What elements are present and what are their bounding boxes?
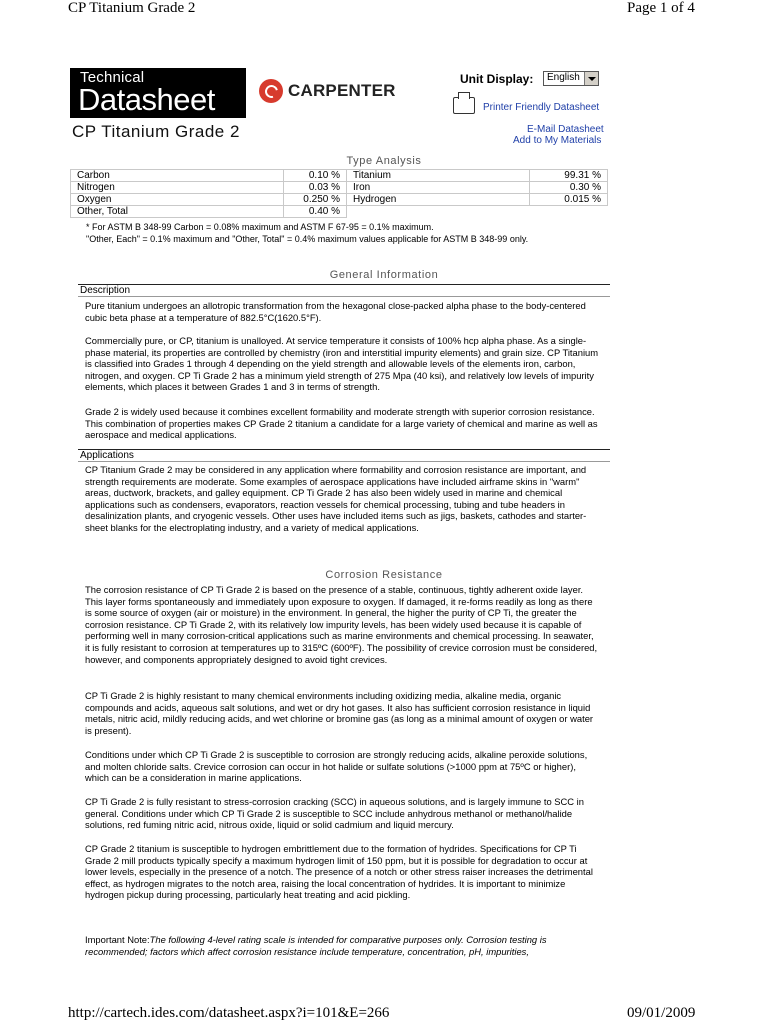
element-name: Nitrogen	[71, 182, 284, 194]
description-para-1: Pure titanium undergoes an allotropic transformation from the hexagonal close-packed alpha phase to the body-centered cubic beta phase at a temperature of 882.5°C(1620.5°F).	[85, 300, 586, 323]
element-value: 99.31 %	[530, 170, 608, 182]
technical-datasheet-logo	[70, 68, 246, 118]
carpenter-logo-icon	[259, 79, 283, 103]
important-note-label: Important Note:	[85, 934, 150, 945]
empty-cell	[530, 206, 608, 218]
print-header-page: Page 1 of 4	[627, 0, 695, 16]
table-row	[71, 206, 608, 218]
corrosion-para-1: The corrosion resistance of CP Ti Grade 2 is based on the presence of a stable, continuous, tightly adherent oxide layer. This layer forms spontaneously and immediately upon exposure to oxygen. If damaged, it re-forms readily as long as there is some source of oxygen (air or moisture) in the environment. In general, the higher the purity of CP Ti, the greater the corrosion resistance. CP Ti Grade 2, with its relatively low impurity levels, has been widely used because it is capable of performing well in many corrosion-critical applications such as marine environments and chemical processing. In seawater, it is fully resistant to corrosion at temperatures up to 315ºC (600ºF). The possibility of crevice corrosion must be considered, however, and components appropriately designed to avoid tight crevices.	[85, 584, 598, 665]
corrosion-para-3: Conditions under which CP Ti Grade 2 is susceptible to corrosion are strongly reducing acids, alkaline peroxide solutions, and molten chloride salts. Crevice corrosion can occur in hot halide or sulfate solutions (>1000 ppm at 75ºC or higher), which can be a consideration in marine applications.	[85, 749, 588, 784]
print-header-title: CP Titanium Grade 2	[68, 0, 196, 16]
print-footer-url: http://cartech.ides.com/datasheet.aspx?i=101&E=266	[68, 1005, 390, 1021]
brand-name: CARPENTER	[288, 81, 396, 100]
table-row	[71, 182, 608, 194]
email-datasheet-link[interactable]: E-Mail Datasheet	[527, 124, 604, 135]
logo-big-text: Datasheet	[78, 82, 215, 117]
empty-cell	[347, 206, 530, 218]
element-value: 0.03 %	[284, 182, 347, 194]
description-para-2: Commercially pure, or CP, titanium is unalloyed. At service temperature it consists of 100% hcp alpha phase. As a single-phase material, its properties are controlled by chemistry (iron and interstitial impurity elements) and grain size. CP Titanium is classified into Grades 1 through 4 depending on the yield strength and allowable levels of the elements iron, carbon, nitrogen, and oxygen. CP Ti Grade 2 has a minimum yield strength of 275 Mpa (40 ksi), and relatively low levels of impurity elements, which places it between Grades 1 and 3 in terms of strength.	[85, 335, 599, 393]
important-note-text: The following 4-level rating scale is intended for comparative purposes only. Corrosion testing is recommended; factors which affect corrosion resistance include temperature, concentration, pH, impurities,	[85, 934, 547, 957]
printer-friendly-link[interactable]: Printer Friendly Datasheet	[483, 102, 600, 113]
applications-subheading: Applications	[78, 449, 610, 462]
type-analysis-note-2: "Other, Each" = 0.1% maximum and "Other, Total" = 0.4% maximum values applicable for ASTM B 348-99 only.	[86, 234, 529, 244]
corrosion-para-5: CP Grade 2 titanium is susceptible to hydrogen embrittlement due to the formation of hydrides. Specifications for CP Ti Grade 2 mill products typically specify a maximum hydrogen limit of 150 ppm, but it is possible for degradation to occur at lower levels, especially in the presence of a notch. The presence of a notch or other stress raiser increases the detrimental effect, as hydrogen migrates to the notch area, raising the local concentration of hydrides. It is important to minimize hydrogen pickup during processing, particularly heat treating and acid pickling.	[85, 843, 593, 901]
corrosion-para-4: CP Ti Grade 2 is fully resistant to stress-corrosion cracking (SCC) in aqueous solutions, and is largely immune to SCC in general. Conditions under which CP Ti Grade 2 is susceptible to SCC include anhydrous methanol or methanol/halide solutions, red fuming nitric acid, nitrous oxide, liquid or solid cadmium and liquid mercury.	[85, 796, 584, 831]
corrosion-resistance-title: Corrosion Resistance	[325, 569, 443, 581]
element-name: Iron	[347, 182, 530, 194]
logo-small-text: Technical	[80, 69, 145, 86]
type-analysis-note-1: * For ASTM B 348-99 Carbon = 0.08% maximum and ASTM F 67-95 = 0.1% maximum.	[86, 222, 434, 232]
table-row	[71, 194, 608, 206]
type-analysis-table	[70, 169, 608, 218]
description-para-3: Grade 2 is widely used because it combines excellent formability and moderate strength with superior corrosion resistance. This combination of properties makes CP Grade 2 titanium a candidate for a large variety of chemical and marine as well as aerospace and medical applications.	[85, 406, 598, 441]
chevron-down-icon[interactable]	[584, 72, 598, 85]
applications-text: CP Titanium Grade 2 may be considered in any application where formability and corrosion resistance are important, and strength requirements are moderate. Some examples of aerospace applications have included airframe skins in "warm" areas, ductwork, brackets, and galley equipment. CP Ti Grade 2 has also been widely used in marine and chemical applications such as condensers, evaporators, reaction vessels for chemical processing, tubing and tube headers in desalinization plants, and cryogenic vessels. Other uses have included items such as jigs, baskets, cathodes and starter-sheet blanks for the electroplating industry, and a variety of medical applications.	[85, 464, 587, 533]
element-value: 0.10 %	[284, 170, 347, 182]
element-value: 0.30 %	[530, 182, 608, 194]
important-note	[85, 934, 600, 957]
general-information-title: General Information	[329, 269, 439, 281]
description-subheading: Description	[78, 284, 610, 297]
unit-display-select[interactable]	[543, 71, 599, 86]
type-analysis-title: Type Analysis	[346, 155, 422, 167]
element-value: 0.250 %	[284, 194, 347, 206]
page-title: CP Titanium Grade 2	[72, 122, 240, 141]
element-value: 0.40 %	[284, 206, 347, 218]
corrosion-para-2: CP Ti Grade 2 is highly resistant to many chemical environments including oxidizing media, alkaline media, organic compounds and acids, aqueous salt solutions, and wet or dry hot gases. It also has sufficient corrosion resistance in liquid metals, nitric acid, mildly reducing acids, and wet chlorine or bromine gas (as long as a minimal amount of oxygen or water is present).	[85, 690, 594, 736]
element-name: Carbon	[71, 170, 284, 182]
print-footer-date: 09/01/2009	[627, 1005, 696, 1021]
element-name: Titanium	[347, 170, 530, 182]
element-name: Hydrogen	[347, 194, 530, 206]
table-row	[71, 170, 608, 182]
element-name: Other, Total	[71, 206, 284, 218]
unit-display-value: English	[547, 72, 580, 83]
element-name: Oxygen	[71, 194, 284, 206]
printer-icon[interactable]	[453, 97, 475, 114]
unit-display-label: Unit Display:	[460, 72, 534, 86]
add-to-materials-link[interactable]: Add to My Materials	[513, 135, 602, 146]
element-value: 0.015 %	[530, 194, 608, 206]
